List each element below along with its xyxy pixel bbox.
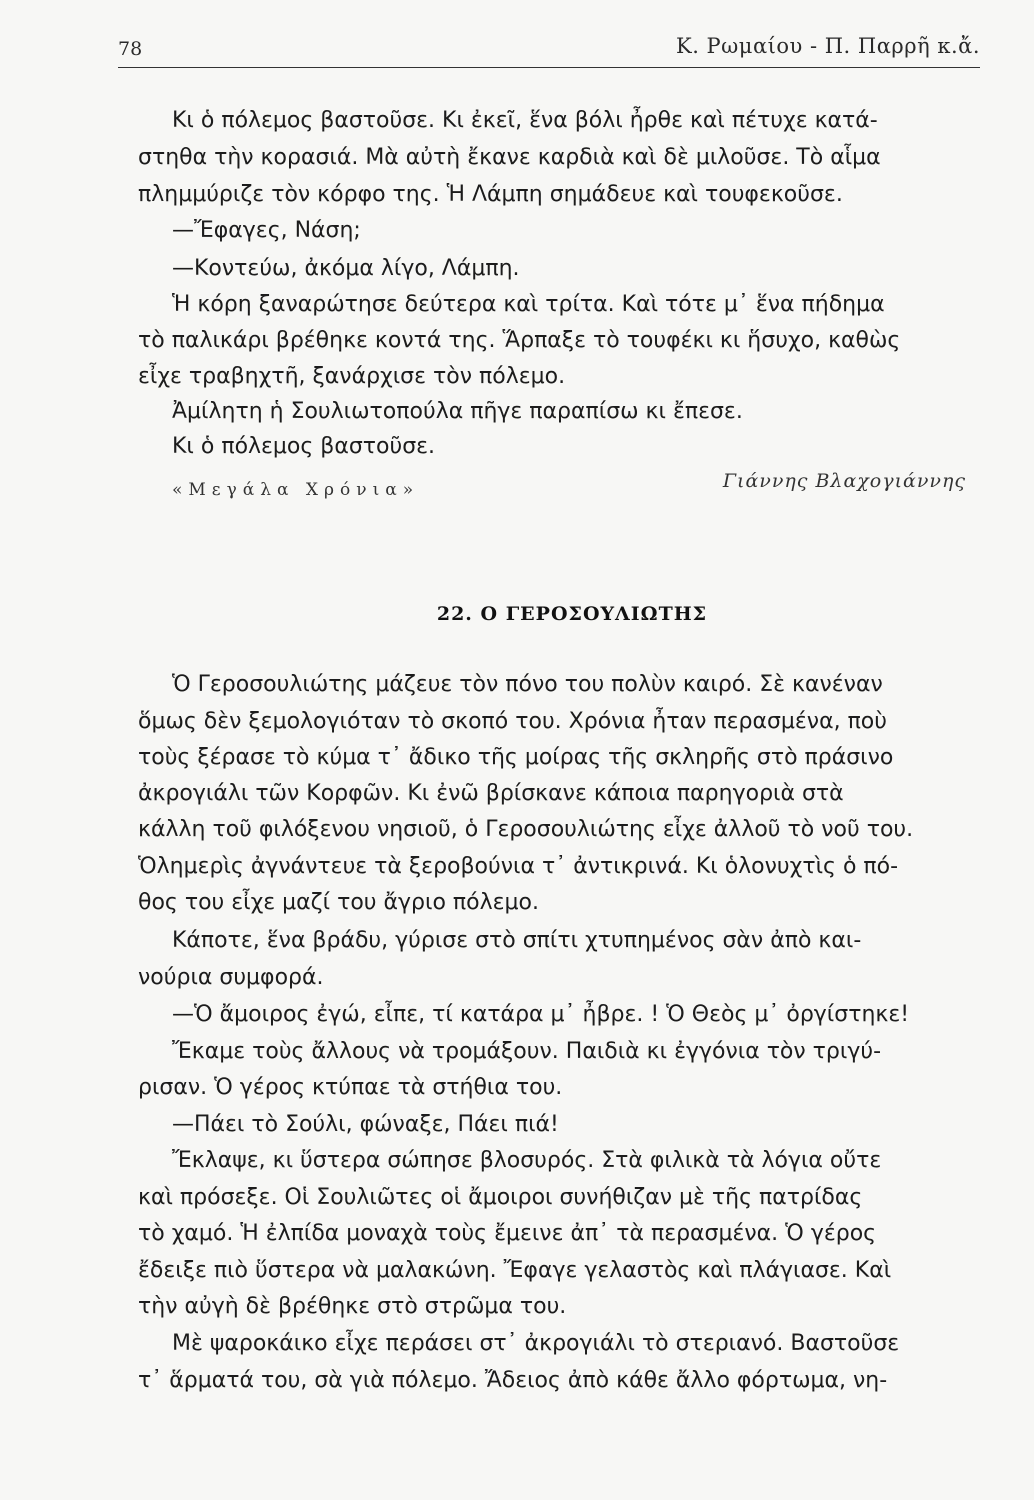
text-line: τ᾿ ἅρματά του, σὰ γιὰ πόλεμο. Ἄδειος ἀπὸ κάθε ἄλλο φόρτωμα, νη-	[138, 1368, 888, 1393]
text-line: ὅμως δὲν ξεμολογιόταν τὸ σκοπό του. Χρόνια ἦταν περασμένα, ποὺ	[138, 709, 887, 734]
dialogue-line: —Ὁ ἄμοιρος ἐγώ, εἶπε, τί κατάρα μ᾿ ἦβρε. ! Ὁ Θεὸς μ᾿ ὀργίστηκε!	[172, 1002, 910, 1027]
text-line: πλημμύριζε τὸν κόρφο της. Ἡ Λάμπη σημάδευε καὶ τουφεκοῦσε.	[138, 182, 843, 207]
text-line: τὸ χαμό. Ἡ ἐλπίδα μοναχὰ τοὺς ἔμεινε ἀπ᾿ τὰ περασμένα. Ὁ γέρος	[138, 1221, 877, 1246]
text-line: τὸ παλικάρι βρέθηκε κοντά της. Ἅρπαξε τὸ τουφέκι κι ἥσυχο, καθὼς	[138, 328, 901, 353]
source-title: «Μεγάλα Χρόνια»	[172, 480, 420, 500]
text-line: θος του εἶχε μαζί του ἄγριο πόλεμο.	[138, 890, 539, 915]
text-line: Ἡ κόρη ξαναρώτησε δεύτερα καὶ τρίτα. Καὶ τότε μ᾿ ἕνα πήδημα	[172, 292, 885, 317]
text-line: Ἀμίλητη ἡ Σουλιωτοπούλα πῆγε παραπίσω κι ἔπεσε.	[172, 399, 743, 424]
text-line: νούρια συμφορά.	[138, 965, 324, 990]
page-header	[118, 30, 980, 64]
text-line: ἔδειξε πιὸ ὕστερα νὰ μαλακώνη. Ἔφαγε γελαστὸς καὶ πλάγιασε. Καὶ	[138, 1258, 892, 1283]
author-name: Γιάννης Βλαχογιάννης	[722, 470, 966, 492]
text-line: Κάποτε, ἕνα βράδυ, γύρισε στὸ σπίτι χτυπημένος σὰν ἀπὸ και-	[172, 928, 862, 953]
running-head: Κ. Ρωμαίου - Π. Παρρῆ κ.ἄ.	[676, 34, 980, 58]
dialogue-line: —Πάει τὸ Σούλι, φώναξε, Πάει πιά!	[172, 1112, 559, 1137]
header-rule	[118, 67, 980, 68]
text-line: κάλλη τοῦ φιλόξενου νησιοῦ, ὁ Γεροσουλιώτης εἶχε ἀλλοῦ τὸ νοῦ του.	[138, 817, 914, 842]
text-line: Κι ὁ πόλεμος βαστοῦσε.	[172, 434, 436, 459]
dialogue-line: —Κοντεύω, ἀκόμα λίγο, Λάμπη.	[172, 256, 520, 281]
text-line: τὴν αὐγὴ δὲ βρέθηκε στὸ στρῶμα του.	[138, 1294, 567, 1319]
text-line: Ἔκλαψε, κι ὕστερα σώπησε βλοσυρός. Στὰ φιλικὰ τὰ λόγια οὔτε	[172, 1148, 882, 1173]
text-line: εἶχε τραβηχτῆ, ξανάρχισε τὸν πόλεμο.	[138, 364, 566, 389]
text-line: Ὁ Γεροσουλιώτης μάζευε τὸν πόνο του πολὺν καιρό. Σὲ κανέναν	[172, 672, 883, 697]
text-line: Κι ὁ πόλεμος βαστοῦσε. Κι ἐκεῖ, ἕνα βόλι ἦρθε καὶ πέτυχε κατά-	[172, 108, 878, 133]
text-line: ρισαν. Ὁ γέρος κτύπαε τὰ στήθια του.	[138, 1075, 563, 1100]
text-line: Μὲ ψαροκάικο εἶχε περάσει στ᾿ ἀκρογιάλι τὸ στεριανό. Βαστοῦσε	[172, 1331, 900, 1356]
text-line: τοὺς ξέρασε τὸ κύμα τ᾿ ἄδικο τῆς μοίρας τῆς σκληρῆς στὸ πράσινο	[138, 745, 894, 770]
text-line: Ὁλημερὶς ἀγνάντευε τὰ ξεροβούνια τ᾿ ἀντικρινά. Κι ὁλονυχτὶς ὁ πό-	[138, 854, 899, 879]
section-title: 22. Ο ΓΕΡΟΣΟΥΛΙΩΤΗΣ	[436, 603, 708, 625]
text-line: Ἔκαμε τοὺς ἄλλους νὰ τρομάξουν. Παιδιὰ κι ἐγγόνια τὸν τριγύ-	[172, 1039, 882, 1064]
text-line: καὶ πρόσεξε. Οἱ Σουλιῶτες οἱ ἄμοιροι συνήθιζαν μὲ τῆς πατρίδας	[138, 1185, 863, 1210]
dialogue-line: —Ἔφαγες, Νάση;	[172, 218, 361, 243]
page-number: 78	[118, 38, 143, 60]
text-line: στηθα τὴν κορασιά. Μὰ αὐτὴ ἔκανε καρδιὰ καὶ δὲ μιλοῦσε. Τὸ αἷμα	[138, 145, 881, 170]
text-line: ἀκρογιάλι τῶν Κορφῶν. Κι ἐνῶ βρίσκανε κάποια παρηγοριὰ στὰ	[138, 781, 844, 806]
